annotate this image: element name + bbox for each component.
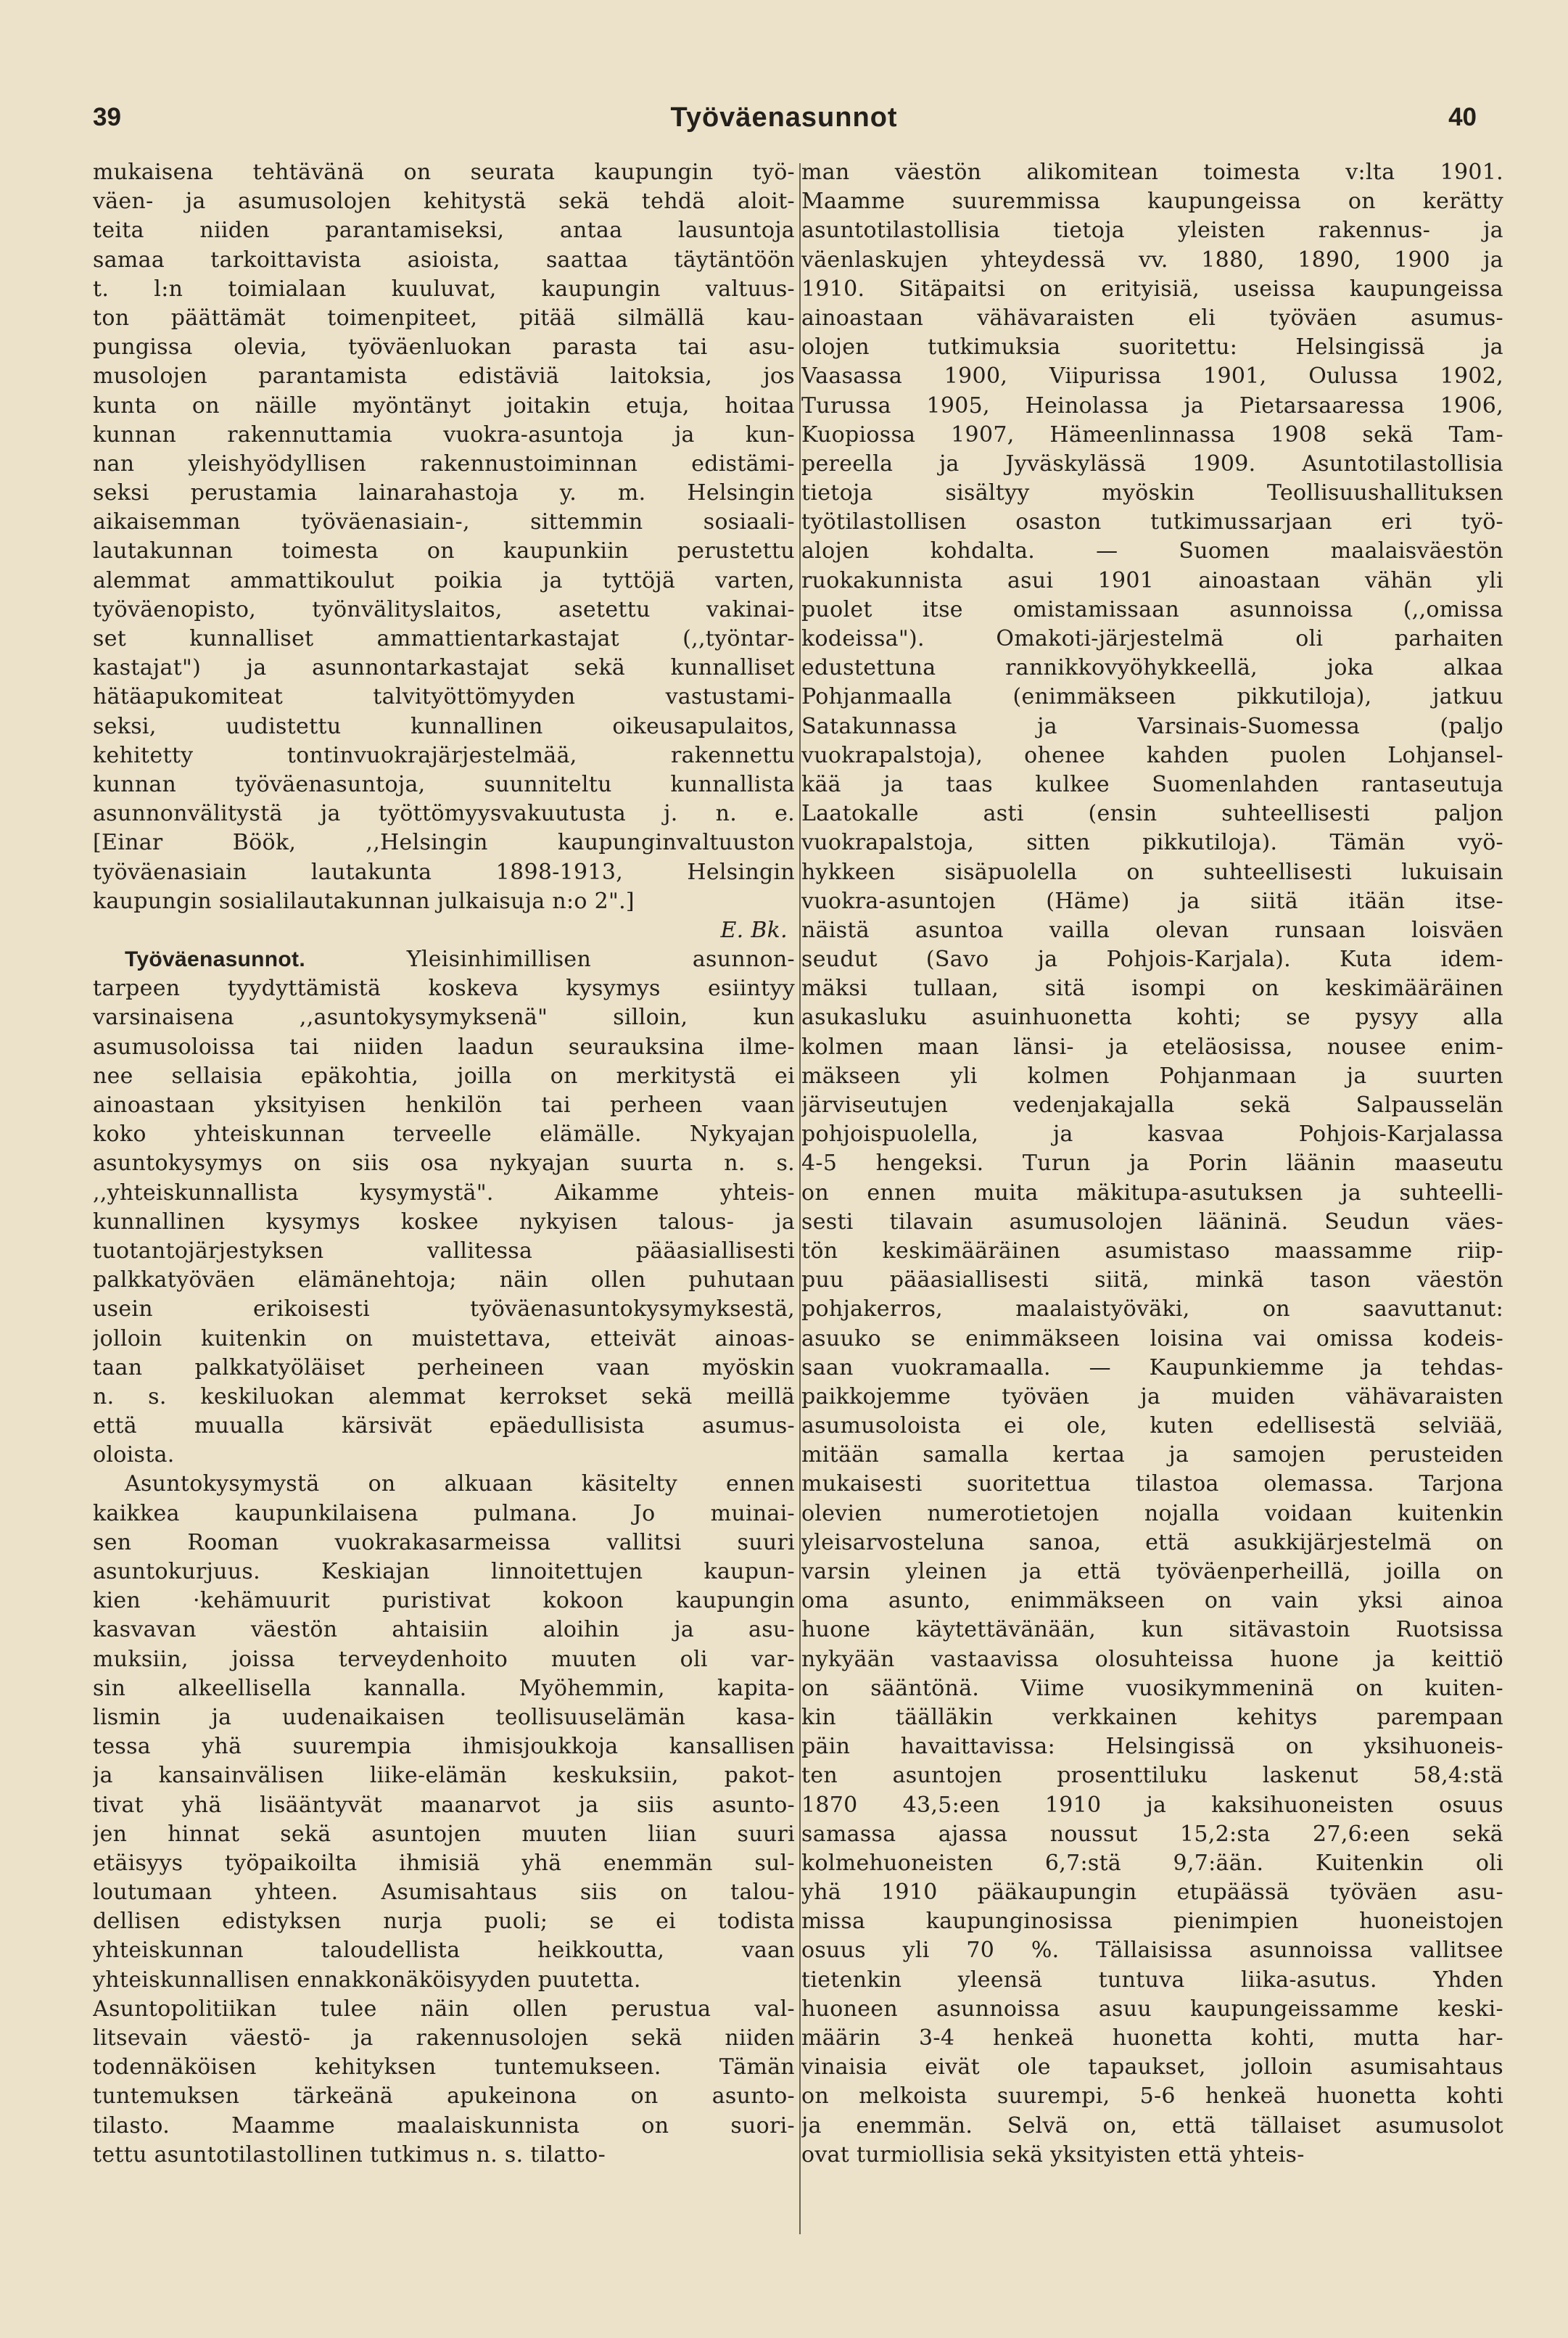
- text-line: vuokra-asuntojen (Häme) ja siitä itään itse-: [801, 888, 1503, 914]
- text-line: asumusoloissa tai niiden laadun seurauksina ilme-: [93, 1034, 795, 1060]
- text-line: puu pääasiallisesti siitä, minkä tason väestön: [801, 1267, 1503, 1293]
- text-line: väenlaskujen yhteydessä vv. 1880, 1890, 1900 ja: [801, 247, 1503, 273]
- text-line: on sääntönä. Viime vuosikymmeninä on kuiten-: [801, 1675, 1503, 1701]
- text-line: mukaisesti suoritettua tilastoa olemassa. Tarjona: [801, 1471, 1503, 1497]
- text-line: väen- ja asumusolojen kehitystä sekä tehdä aloit-: [93, 189, 795, 215]
- text-line: työväenasiain lautakunta 1898-1913, Helsingin: [93, 859, 795, 885]
- left-column: [93, 158, 795, 2170]
- text-line: ten asuntojen prosenttiluku laskenut 58,4:stä: [801, 1763, 1503, 1789]
- article-heading: Työväenasunnot.: [125, 947, 305, 972]
- text-line: sesti tilavain asumusolojen lääninä. Seudun väes-: [801, 1209, 1503, 1235]
- text-line: taan palkkatyöläiset perheineen vaan myöskin: [93, 1354, 795, 1380]
- text-line: asuntotilastollisia tietoja yleisten rakennus- ja: [801, 218, 1503, 244]
- text-line: asuntokurjuus. Keskiajan linnoitettujen kaupun-: [93, 1559, 795, 1584]
- text-line: Satakunnassa ja Varsinais-Suomessa (paljo: [801, 713, 1503, 739]
- text-line: kaikkea kaupunkilaisena pulmana. Jo muinai-: [93, 1500, 795, 1526]
- text-line: samaa tarkoittavista asioista, saattaa täytäntöön: [93, 247, 795, 273]
- text-line: Asuntokysymystä on alkuaan käsitelty ennen: [125, 1471, 795, 1497]
- text-line: kolmehuoneisten 6,7:stä 9,7:ään. Kuitenkin oli: [801, 1850, 1503, 1876]
- text-line: tuotantojärjestyksen vallitessa pääasiallisesti: [93, 1238, 795, 1264]
- text-line: pohjakerros, maalaistyöväki, on saavuttanut:: [801, 1296, 1503, 1322]
- text-line: kastajat") ja asunnontarkastajat sekä kunnalliset: [93, 655, 795, 681]
- text-line: tietenkin yleensä tuntuva liika-asutus. Yhden: [801, 1967, 1503, 1993]
- text-line: alemmat ammattikoulut poikia ja tyttöjä varten,: [93, 567, 795, 593]
- text-line: määrin 3-4 henkeä huonetta kohti, mutta har-: [801, 2025, 1503, 2051]
- text-line: kodeissa"). Omakoti-järjestelmä oli parhaiten: [801, 626, 1503, 651]
- text-line: muksiin, joissa terveydenhoito muuten oli var-: [93, 1646, 795, 1672]
- text-line: kin täälläkin verkkainen kehitys parempaan: [801, 1704, 1503, 1730]
- text-line: etäisyys työpaikoilta ihmisiä yhä enemmän sul-: [93, 1850, 795, 1876]
- text-line: näistä asuntoa vailla olevan runsaan loisväen: [801, 917, 1503, 943]
- text-line: nan yleishyödyllisen rakennustoiminnan edistämi-: [93, 450, 795, 477]
- text-line: järviseutujen vedenjakajalla sekä Salpausselän: [801, 1092, 1503, 1118]
- text-line: asukasluku asuinhuonetta kohti; se pysyy alla: [801, 1005, 1503, 1031]
- text-line: kaupungin sosialilautakunnan julkaisuja n:o 2".]: [93, 888, 635, 914]
- text-line: huone käytettävänään, kun sitävastoin Ruotsissa: [801, 1617, 1503, 1643]
- text-line: t. l:n toimialaan kuuluvat, kaupungin valtuus-: [93, 276, 795, 302]
- text-line: tön keskimääräinen asumistaso maassamme riip-: [801, 1238, 1503, 1264]
- text-line: 4-5 hengeksi. Turun ja Porin läänin maaseutu: [801, 1151, 1503, 1177]
- text-line: saan vuokramaalla. — Kaupunkiemme ja tehdas-: [801, 1354, 1503, 1380]
- text-line: lautakunnan toimesta on kaupunkiin perustettu: [93, 538, 795, 564]
- text-line: on melkoista suurempi, 5-6 henkeä huonetta kohti: [801, 2083, 1503, 2109]
- text-line: että muualla kärsivät epäedullisista asumus-: [93, 1413, 795, 1439]
- text-line: vinaisia eivät ole tapaukset, jolloin asumisahtaus: [801, 2054, 1503, 2080]
- text-line: seksi, uudistettu kunnallinen oikeusapulaitos,: [93, 713, 795, 739]
- text-line: asuuko se enimmäkseen loisina vai omissa kodeis-: [801, 1325, 1503, 1351]
- text-line: 1870 43,5:een 1910 ja kaksihuoneisten osuus: [801, 1792, 1503, 1818]
- text-line: ,,yhteiskunnallista kysymystä". Aikamme yhteis-: [93, 1180, 795, 1206]
- text-line: kehitetty tontinvuokrajärjestelmää, rakennettu: [93, 742, 795, 768]
- text-line: sin alkeellisella kannalla. Myöhemmin, kapita-: [93, 1675, 795, 1701]
- text-line: kunnan rakennuttamia vuokra-asuntoja ja kun-: [93, 421, 795, 448]
- column-divider: [799, 163, 801, 2234]
- text-line: tessa yhä suurempia ihmisjoukkoja kansallisen: [93, 1734, 795, 1760]
- text-line: edustettuna rannikkovyöhykkeellä, joka alkaa: [801, 655, 1503, 681]
- text-line: yhä 1910 pääkaupungin etupäässä työväen asu-: [801, 1880, 1503, 1906]
- text-line: pohjoispuolella, ja kasvaa Pohjois-Karjalassa: [801, 1121, 1503, 1148]
- text-line: samassa ajassa noussut 15,2:sta 27,6:een sekä: [801, 1821, 1503, 1847]
- text-line: ruokakunnista asui 1901 ainoastaan vähän yli: [801, 567, 1503, 593]
- text-line: man väestön alikomitean toimesta v:lta 1901.: [801, 160, 1503, 185]
- text-line: jolloin kuitenkin on muistettava, etteivät ainoas-: [93, 1325, 795, 1351]
- text-line: pereella ja Jyväskylässä 1909. Asuntotilastollisia: [801, 450, 1503, 477]
- text-line: tuntemuksen tärkeänä apukeinona on asunto-: [93, 2083, 795, 2109]
- text-line: palkkatyöväen elämänehtoja; näin ollen puhutaan: [93, 1267, 795, 1293]
- text-line: kunnan työväenasuntoja, suunniteltu kunnallista: [93, 771, 795, 797]
- text-line: kunnallinen kysymys koskee nykyisen talous- ja: [93, 1209, 795, 1235]
- text-line: sen Rooman vuokrakasarmeissa vallitsi suuri: [93, 1529, 795, 1555]
- text-line: yhteiskunnan taloudellista heikkoutta, vaan: [93, 1938, 795, 1964]
- text-line: asumusoloista ei ole, kuten edellisestä selviää,: [801, 1413, 1503, 1439]
- text-line: tivat yhä lisääntyvät maanarvot ja siis asunto-: [93, 1792, 795, 1818]
- text-line: oloista.: [93, 1442, 175, 1468]
- running-title: Työväenasunnot: [670, 102, 898, 133]
- text-line: loutumaan yhteen. Asumisahtaus siis on talou-: [93, 1880, 795, 1906]
- text-line: E. Bk.: [720, 917, 788, 943]
- text-line: ja enemmän. Selvä on, että tällaiset asumusolot: [801, 2112, 1503, 2139]
- text-line: kää ja taas kulkee Suomenlahden rantaseutuja: [801, 771, 1503, 797]
- text-line: asunnonvälitystä ja työttömyysvakuutusta j. n. e.: [93, 801, 795, 827]
- text-line: Turussa 1905, Heinolassa ja Pietarsaaressa 1906,: [801, 392, 1503, 419]
- text-line: ovat turmiollisia sekä yksityisten että yhteis-: [801, 2141, 1305, 2168]
- text-line: Työväenasunnot. Yleisinhimillisen asunnon-: [125, 947, 795, 973]
- text-line: mäksi tullaan, sitä isompi on keskimääräinen: [801, 976, 1503, 1002]
- text-line: huoneen asunnoissa asuu kaupungeissamme keski-: [801, 1996, 1503, 2022]
- text-line: hykkeen sisäpuolella on suhteellisesti lukuisain: [801, 859, 1503, 885]
- text-line: varsin yleinen ja että työväenperheillä, joilla on: [801, 1559, 1503, 1584]
- text-line: musolojen parantamista edistäviä laitoksia, jos: [93, 363, 795, 390]
- text-line: on ennen muita mäkitupa-asutuksen ja suhteelli-: [801, 1180, 1503, 1206]
- text-line: [Einar Böök, ,,Helsingin kaupunginvaltuuston: [93, 830, 795, 856]
- text-line: alojen kohdalta. — Suomen maalaisväestön: [801, 538, 1503, 564]
- text-line: työväenopisto, työnvälityslaitos, asetettu vakinai-: [93, 596, 795, 622]
- text-line: vuokrapalstoja, sitten pikkutiloja). Tämän vyö-: [801, 830, 1503, 856]
- text-line: Maamme suuremmissa kaupungeissa on kerätty: [801, 189, 1503, 215]
- text-line: tilasto. Maamme maalaiskunnista on suori-: [93, 2112, 795, 2139]
- text-line: koko yhteiskunnan terveelle elämälle. Nykyajan: [93, 1121, 795, 1148]
- text-line: tarpeen tyydyttämistä koskeva kysymys esiintyy: [93, 976, 795, 1002]
- text-line: kien ·kehämuurit puristivat kokoon kaupungin: [93, 1588, 795, 1614]
- text-line: päin havaittavissa: Helsingissä on yksihuoneis-: [801, 1734, 1503, 1760]
- text-line: nee sellaisia epäkohtia, joilla on merkitystä ei: [93, 1063, 795, 1089]
- text-line: 1910. Sitäpaitsi on erityisiä, useissa kaupungeissa: [801, 276, 1503, 302]
- text-line: ja kansainvälisen liike-elämän keskuksiin, pakot-: [93, 1763, 795, 1789]
- text-line: mäkseen yli kolmen Pohjanmaan ja suurten: [801, 1063, 1503, 1089]
- text-line: vuokrapalstoja), ohenee kahden puolen Lohjansel-: [801, 742, 1503, 768]
- text-line: kunta on näille myöntänyt joitakin etuja, hoitaa: [93, 392, 795, 419]
- text-line: hätäapukomiteat talvityöttömyyden vastustami-: [93, 684, 795, 710]
- text-line: ainoastaan vähävaraisten eli työväen asumus-: [801, 305, 1503, 331]
- text-line: jen hinnat sekä asuntojen muuten liian suuri: [93, 1821, 795, 1847]
- text-line: kasvavan väestön ahtaisiin aloihin ja asu-: [93, 1617, 795, 1643]
- text-line: usein erikoisesti työväenasuntokysymyksestä,: [93, 1296, 795, 1322]
- text-line: mitään samalla kertaa ja samojen perusteiden: [801, 1442, 1503, 1468]
- text-line: aikaisemman työväenasiain-, sittemmin sosiaali-: [93, 509, 795, 535]
- text-line: litsevain väestö- ja rakennusolojen sekä niiden: [93, 2025, 795, 2051]
- text-line: pungissa olevia, työväenluokan parasta tai asu-: [93, 334, 795, 361]
- text-line: työtilastollisen osaston tutkimussarjaan eri työ-: [801, 509, 1503, 535]
- text-line: olojen tutkimuksia suoritettu: Helsingissä ja: [801, 334, 1503, 361]
- text-line: puolet itse omistamissaan asunnoissa (,,omissa: [801, 596, 1503, 622]
- text-line: Laatokalle asti (ensin suhteellisesti paljon: [801, 801, 1503, 827]
- text-line: Kuopiossa 1907, Hämeenlinnassa 1908 sekä Tam-: [801, 421, 1503, 448]
- text-line: tettu asuntotilastollinen tutkimus n. s. tilatto-: [93, 2141, 606, 2168]
- text-line: ainoastaan yksityisen henkilön tai perheen vaan: [93, 1092, 795, 1118]
- text-line: seksi perustamia lainarahastoja y. m. Helsingin: [93, 480, 795, 506]
- text-line: tietoja sisältyy myöskin Teollisuushallituksen: [801, 480, 1503, 506]
- text-line: set kunnalliset ammattientarkastajat (,,työntar-: [93, 626, 795, 651]
- text-line: todennäköisen kehityksen tuntemukseen. Tämän: [93, 2054, 795, 2080]
- text-line: Pohjanmaalla (enimmäkseen pikkutiloja), jatkuu: [801, 684, 1503, 710]
- text-line: dellisen edistyksen nurja puoli; se ei todista: [93, 1909, 795, 1935]
- text-line: ton päättämät toimenpiteet, pitää silmällä kau-: [93, 305, 795, 331]
- text-line: paikkojemme työväen ja muiden vähävaraisten: [801, 1383, 1503, 1409]
- text-line: osuus yli 70 %. Tällaisissa asunnoissa vallitsee: [801, 1938, 1503, 1964]
- text-line: n. s. keskiluokan alemmat kerrokset sekä meillä: [93, 1383, 795, 1409]
- text-line: kolmen maan länsi- ja eteläosissa, nousee enim-: [801, 1034, 1503, 1060]
- text-line: asuntokysymys on siis osa nykyajan suurta n. s.: [93, 1151, 795, 1177]
- text-line: teita niiden parantamiseksi, antaa lausuntoja: [93, 218, 795, 244]
- text-line: oma asunto, enimmäkseen on vain yksi ainoa: [801, 1588, 1503, 1614]
- right-column: [801, 158, 1503, 2170]
- text-line: yhteiskunnallisen ennakkonäköisyyden puutetta.: [93, 1967, 641, 1993]
- text-line: Vaasassa 1900, Viipurissa 1901, Oulussa 1902,: [801, 363, 1503, 390]
- page-header: [0, 0, 1568, 133]
- text-line: olevien numerotietojen nojalla voidaan kuitenkin: [801, 1500, 1503, 1526]
- text-line: lismin ja uudenaikaisen teollisuuselämän kasa-: [93, 1704, 795, 1730]
- text-line: varsinaisena ,,asuntokysymyksenä" silloin, kun: [93, 1005, 795, 1031]
- text-line: yleisarvosteluna sanoa, että asukkijärjestelmä on: [801, 1529, 1503, 1555]
- text-line: nykyään vastaavissa olosuhteissa huone ja keittiö: [801, 1646, 1503, 1672]
- text-line: seudut (Savo ja Pohjois-Karjala). Kuta idem-: [801, 947, 1503, 973]
- text-line: Asuntopolitiikan tulee näin ollen perustua val-: [93, 1996, 795, 2022]
- text-line: mukaisena tehtävänä on seurata kaupungin työ-: [93, 160, 795, 185]
- page-number-right: 40: [1448, 103, 1477, 131]
- text-line: missa kaupunginosissa pienimpien huoneistojen: [801, 1909, 1503, 1935]
- page-number-left: 39: [93, 103, 121, 131]
